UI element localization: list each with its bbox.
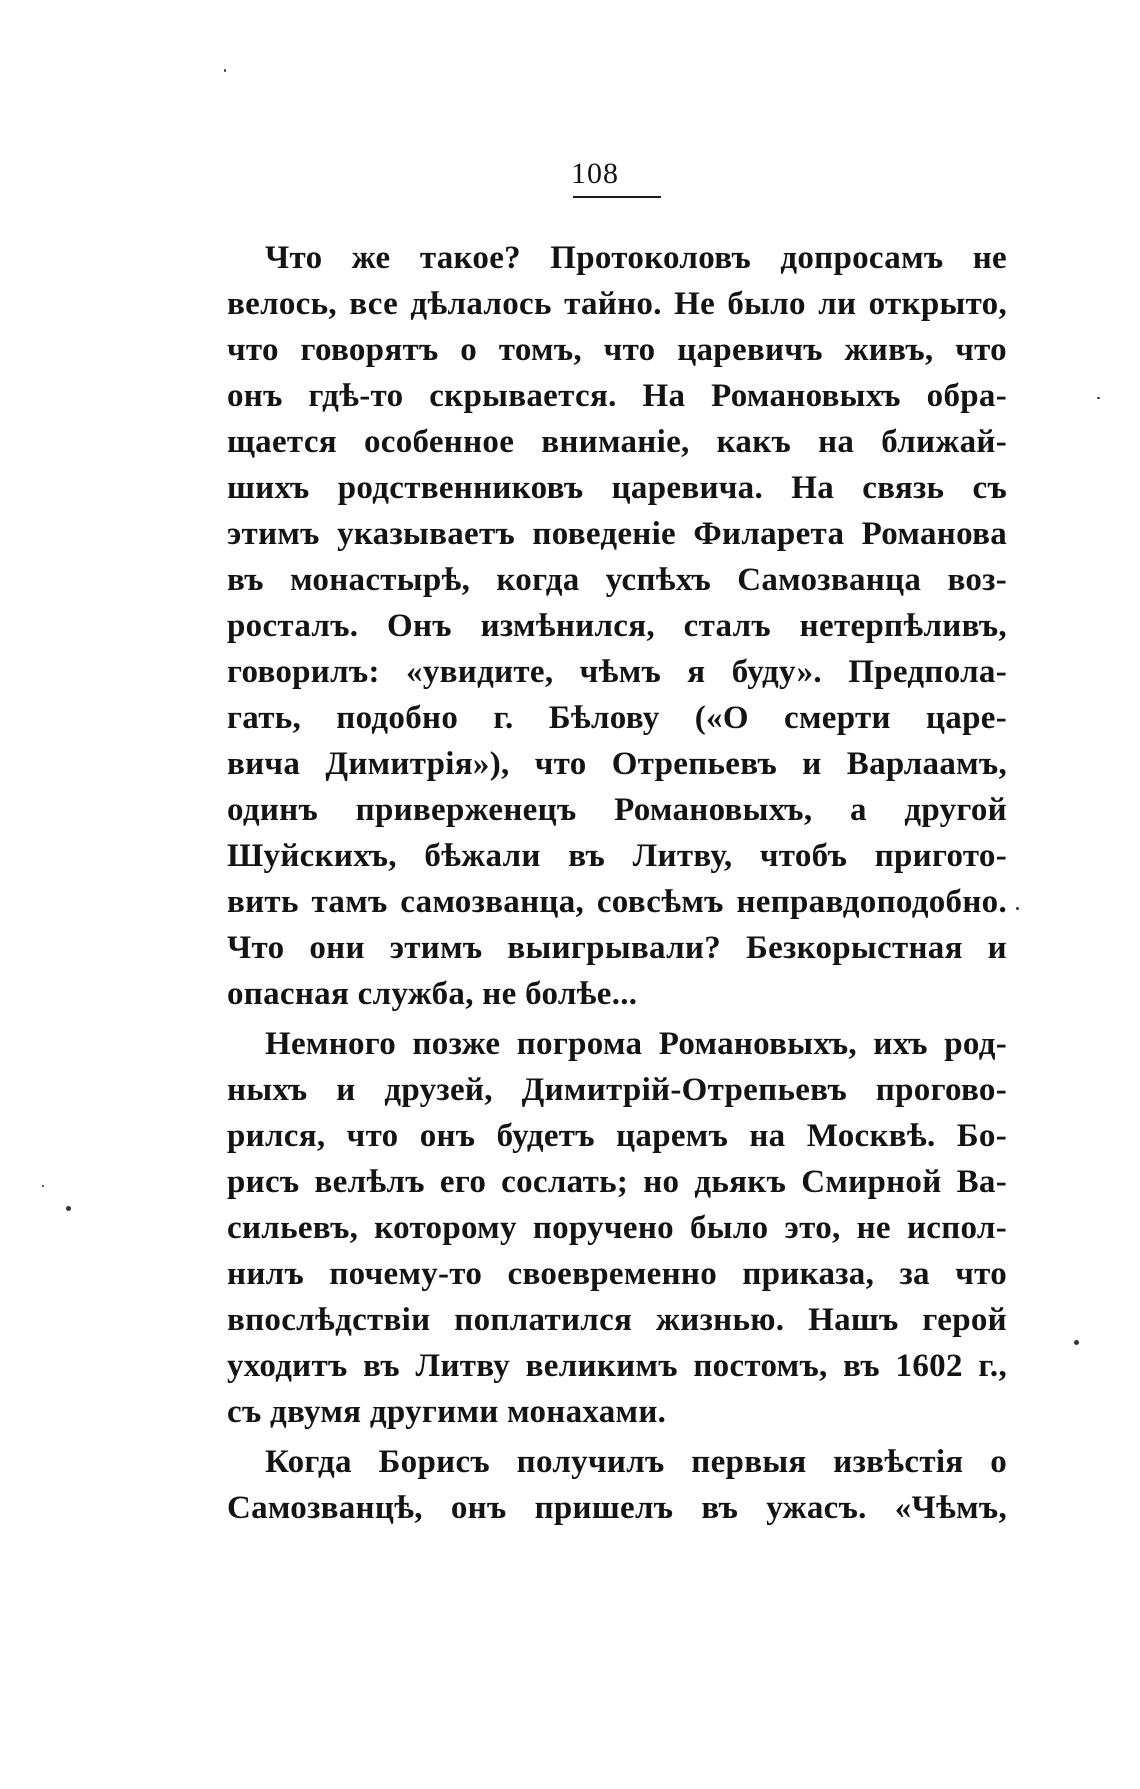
text-line: ныхъ и друзей, Димитрій-Отрепьевъ прогово- xyxy=(227,1072,1007,1108)
text-line: Что они этимъ выигрывали? Безкорыстная и xyxy=(227,930,1007,966)
text-line: Немного позже погрома Романовыхъ, ихъ род- xyxy=(265,1026,1007,1062)
text-line: этимъ указываетъ поведеніе Филарета Романова xyxy=(227,516,1007,552)
text-line: Шуйскихъ, бѣжали въ Литву, чтобъ пригото- xyxy=(227,838,1007,874)
text-line: рился, что онъ будетъ царемъ на Москвѣ. Бо- xyxy=(227,1118,1007,1154)
text-line: щается особенное вниманіе, какъ на ближай- xyxy=(227,424,1007,460)
text-line: онъ гдѣ-то скрывается. На Романовыхъ обра- xyxy=(227,378,1007,414)
text-line: вить тамъ самозванца, совсѣмъ неправдоподобно. xyxy=(227,884,1007,920)
text-line: съ двумя другими монахами. xyxy=(227,1394,667,1430)
scan-speck xyxy=(42,1185,44,1187)
paragraph xyxy=(227,1021,1007,1435)
text-line: росталъ. Онъ измѣнился, сталъ нетерпѣливъ, xyxy=(227,608,1007,644)
scan-speck xyxy=(1074,1340,1079,1345)
scan-speck xyxy=(1016,907,1019,910)
text-line: говорилъ: «увидите, чѣмъ я буду». Предпола- xyxy=(227,654,1007,690)
text-line: гать, подобно г. Бѣлову («О смерти царе- xyxy=(227,700,1007,736)
text-line: вича Димитрія»), что Отрепьевъ и Варлаамъ, xyxy=(227,746,1007,782)
paragraph xyxy=(227,1439,1007,1531)
text-line: Самозванцѣ, онъ пришелъ въ ужасъ. «Чѣмъ, xyxy=(227,1490,1007,1526)
text-line: что говорятъ о томъ, что царевичъ живъ, что xyxy=(227,332,1007,368)
text-line: сильевъ, которому поручено было это, не испол- xyxy=(227,1210,1007,1246)
text-line: въ монастырѣ, когда успѣхъ Самозванца воз- xyxy=(227,562,1007,598)
body-text xyxy=(227,235,1007,1531)
text-line: уходитъ въ Литву великимъ постомъ, въ 1602 г., xyxy=(227,1348,1007,1384)
text-line: нилъ почему-то своевременно приказа, за что xyxy=(227,1256,1007,1292)
page-number-rule xyxy=(573,196,661,198)
text-line: шихъ родственниковъ царевича. На связь съ xyxy=(227,470,1007,506)
text-line: опасная служба, не болѣе... xyxy=(227,976,638,1012)
text-line: Что же такое? Протоколовъ допросамъ не xyxy=(265,240,1007,276)
paragraph xyxy=(227,235,1007,1017)
scan-speck xyxy=(224,69,226,72)
text-line: Когда Борисъ получилъ первыя извѣстія о xyxy=(265,1444,1007,1480)
text-line: рисъ велѣлъ его сослать; но дьякъ Смирной Ва- xyxy=(227,1164,1007,1200)
scan-speck xyxy=(66,1206,71,1211)
scan-speck xyxy=(1097,397,1100,399)
page-number: 108 xyxy=(571,157,619,190)
text-line: впослѣдствіи поплатился жизнью. Нашъ герой xyxy=(227,1302,1007,1338)
text-line: одинъ приверженецъ Романовыхъ, а другой xyxy=(227,792,1007,828)
text-line: велось, все дѣлалось тайно. Не было ли открыто, xyxy=(227,286,1007,322)
